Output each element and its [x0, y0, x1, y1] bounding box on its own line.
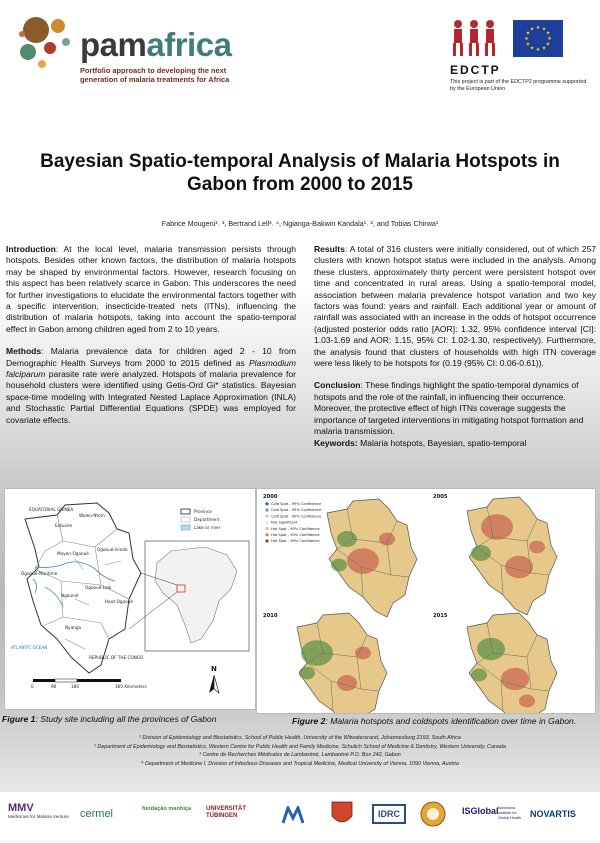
fig2-legend-item: Hot Spot - 90% Confidence	[271, 526, 320, 531]
fig1-label-ocean: ATLANTIC OCEAN	[11, 645, 48, 650]
fig1-legend-department: Department	[194, 517, 220, 522]
novartis-logo: NOVARTIS	[530, 809, 576, 819]
isglobal-tagline: Barcelona Institute for Global Health	[498, 806, 522, 820]
partner-logo-strip	[0, 792, 600, 840]
fig1-label-ngounie: Ngounié	[61, 593, 79, 598]
fig1-label-congo: REPUBLIC OF THE CONGO	[89, 655, 144, 660]
svg-text:★: ★	[541, 26, 547, 33]
svg-text:N: N	[211, 665, 217, 673]
author-list: Fabrice Mougeni¹˒ ³, Bertrand Lell³˒ ⁴, Ngianga-Bakwin Kandala¹˒ ², and Tobias Chirwa¹	[161, 219, 439, 228]
svg-text:★: ★	[545, 41, 551, 48]
fig2-year-2005: 2005	[433, 494, 448, 500]
fig1-label-woleu-ntem: Woleu-Ntem	[79, 513, 105, 518]
right-column	[314, 244, 596, 449]
figure-1-caption: Figure 1: Study site including all the provinces of Gabon	[2, 714, 217, 724]
edctp-note: This project is part of the EDCTP2 programme supported by the European Union	[450, 79, 587, 92]
fig1-label-ogooue-ivindo: Ogooué-Ivindo	[97, 547, 128, 552]
fig2-year-2000: 2000	[263, 494, 278, 500]
cermel-logo: cermel	[80, 808, 114, 820]
affiliation-2: ² Department of Epidemiology and Biostatistics, Western Centre for Public Health and Family Medicine, Schulich School of Medicine & Dentistry, Western University, Canada	[94, 743, 506, 750]
tuebingen-logo: UNIVERSITÄT TÜBINGEN	[206, 806, 247, 819]
fig1-label-estuaire: Estuaire	[55, 523, 73, 528]
fig1-label-ogooue-maritime: Ogooué-Maritime	[21, 571, 58, 576]
svg-text:★: ★	[529, 45, 535, 52]
idrc-logo: IDRC	[372, 804, 406, 824]
edctp-logo-figures	[448, 18, 500, 58]
conclusion-paragraph	[314, 380, 596, 437]
conclusion-text: : These findings highlight the spatio-temporal dynamics of hotspots and the role of the rainfall, in influencing their occurrence. Moreover, the protective effect of high ITNs coverage suggests the importance of targeted interventions in mitigating hotspot formation and malaria transmission.	[314, 380, 584, 437]
methods-text-2: parasite rate were analyzed. Hotspots of malaria prevalence for household clusters were identified using Getis-Ord Gi* statistics. Bayesian space-time modeling with Integrated Nested Laplace Approximation (INLA) and Stochastic Partial Differential Equations (SPDE) was employed for covariate effects.	[6, 369, 296, 425]
fig2-legend-item: Not Significant	[271, 520, 298, 525]
svg-text:★: ★	[535, 25, 541, 31]
fig1-label-haut-ogooue: Haut-Ogooué	[105, 599, 133, 604]
fig1-legend-province: Province	[194, 509, 212, 514]
fig2-legend-item: Hot Spot - 99% Confidence	[271, 539, 320, 544]
brand-tagline: Portfolio approach to developing the next generation of malaria treatments for Africa	[80, 66, 230, 84]
conclusion-heading: Conclusion	[314, 380, 361, 391]
crest-logo-icon	[330, 800, 354, 828]
keywords-heading: Keywords:	[314, 437, 358, 448]
m-logo-icon	[282, 806, 304, 824]
fig1-label-ogooue-lolo: Ogooué-Lolo	[85, 585, 112, 590]
svg-text:★: ★	[547, 36, 552, 42]
svg-text:180: 180	[71, 684, 79, 689]
svg-text:★: ★	[545, 30, 551, 37]
fig2-legend-item: Cold Spot - 95% Confidence	[271, 508, 322, 513]
fig2-legend-swatch	[265, 539, 268, 542]
fig2-year-2015: 2015	[433, 613, 448, 619]
introduction-text: : At the local level, malaria transmission persists through hotspots. Besides other known factors, the distribution of malaria hotspots may be shaped by environmental factors. However, research focusing on this aspect has been relatively scarce in Gabon. This underscores the need for further investigations to elucidate the environmental factors together with a specific intervention, insecticide-treated nets (ITNs), influencing the distribution of malaria hotspots, taking into account the spatio-temporal effect in Gabon among children aged from 2 to 10 years.	[6, 244, 296, 334]
affiliation-1: ¹ Division of Epidemiology and Biostatistics, School of Public Health, University of the Witwatersrand, Johannesburg 2193, South Africa	[139, 735, 461, 741]
svg-text:★: ★	[541, 45, 547, 52]
fig1-label-nyanga: Nyanga	[65, 625, 82, 630]
fig2-legend-item: Cold Spot - 99% Confidence	[271, 502, 322, 506]
svg-text:★: ★	[525, 41, 531, 48]
keywords-line	[314, 438, 596, 449]
svg-text:0: 0	[31, 684, 34, 689]
methods-heading: Methods	[6, 346, 42, 357]
affiliations	[20, 734, 580, 768]
brand-africa: africa	[146, 26, 232, 63]
svg-text:★: ★	[535, 47, 541, 53]
svg-text:90: 90	[51, 684, 57, 689]
mmv-logo: MMV Medicines for Malaria Venture	[8, 802, 69, 819]
methods-species: Plasmodium falciparum	[6, 357, 296, 380]
fig2-legend-swatch	[265, 508, 268, 511]
svg-text:★: ★	[525, 30, 531, 37]
fig2-legend-item: Hot Spot - 95% Confidence	[271, 533, 320, 537]
svg-text:★: ★	[529, 26, 535, 33]
eu-flag	[513, 20, 563, 57]
affiliation-4: ⁴ Department of Medicine I, Division of Infectious Diseases and Tropical Medicine, Medical University of Vienna, 1090 Vienna, Austria	[141, 760, 459, 767]
results-heading: Results	[314, 244, 345, 254]
isglobal-logo: ISGlobal	[462, 806, 499, 816]
manhica-logo: fundação manhiça	[142, 806, 192, 812]
fig1-label-moyen-ogooue: Moyen-Ogooué	[57, 551, 89, 556]
fig2-legend-swatch	[265, 521, 268, 524]
fig2-legend-swatch	[265, 502, 268, 505]
fig2-legend-swatch	[265, 533, 268, 536]
figure-1-map	[4, 488, 256, 710]
brand-wordmark	[80, 26, 231, 64]
figure-2-caption: Figure 2: Malaria hotspots and coldspots identification over time in Gabon.	[292, 716, 577, 726]
methods-paragraph	[6, 346, 296, 426]
svg-text:360 Kilometers: 360 Kilometers	[115, 684, 147, 689]
fig2-map-2000	[327, 499, 417, 617]
svg-text:★: ★	[524, 36, 529, 42]
introduction-heading: Introduction	[6, 244, 56, 254]
figure-2-hotspot-maps	[256, 488, 596, 714]
results-text: : A total of 316 clusters were initially considered, out of which 257 clusters with known hotspot status were included in the analysis. Among these clusters, approximately thirty percent were persistent hotspot over time and concentrated in rural areas. Using a spatio-temporal model, association between malaria prevalence hotspot variation and two key factors was found: years and rainfall. Each additional year or amount of rainfall was associated with an increase in the odds of hotspot occurrence (adjusted posterior odds ratio [AOR]: 1.32, 95% confidence interval [CI]: 1.03-1.69 and AOR: 1.15, 95% CI: 1.02-1.30, respectively). Furthermore, the analysis found that clusters of households with high ITN coverage were less likely to be hotspots for (0.19 (95% CI: 0.06-0.61)).	[314, 244, 596, 369]
fig2-map-2015	[467, 613, 557, 713]
edctp-name: EDCTP	[450, 63, 501, 77]
fig2-year-2010: 2010	[263, 613, 278, 619]
fig2-map-2005	[467, 497, 557, 615]
fig2-legend-item: Cold Spot - 90% Confidence	[271, 514, 322, 519]
introduction-paragraph	[6, 244, 296, 335]
left-column	[6, 244, 296, 426]
scale-bar	[31, 679, 147, 689]
results-paragraph	[314, 244, 596, 369]
seal-logo-icon	[420, 800, 446, 828]
fig1-label-equatorial-guinea: EQUATORIAL GUINEA	[29, 507, 74, 512]
north-arrow-icon	[209, 665, 219, 693]
pamafrica-logo-dots	[14, 10, 76, 72]
fig1-legend-lake: Lake or river	[194, 525, 221, 530]
fig2-legend-swatch	[265, 515, 268, 518]
affiliation-3: ³ Centre de Recherches Médicales de Lambaréné, Lambaréné P.O. Box 242, Gabon	[199, 752, 401, 759]
methods-text-1: : Malaria prevalence data for children aged 2 - 10 from Demographic Health Surveys from 2000 to 2015 defined as	[6, 346, 296, 368]
keywords-text: Malaria hotspots, Bayesian, spatio-temporal	[357, 437, 527, 448]
fig2-legend-swatch	[265, 527, 268, 530]
poster-title: Bayesian Spatio-temporal Analysis of Malaria Hotspots in Gabon from 2000 to 2015	[40, 151, 560, 195]
brand-pam: pam	[80, 26, 147, 63]
fig2-map-2010	[297, 613, 387, 713]
